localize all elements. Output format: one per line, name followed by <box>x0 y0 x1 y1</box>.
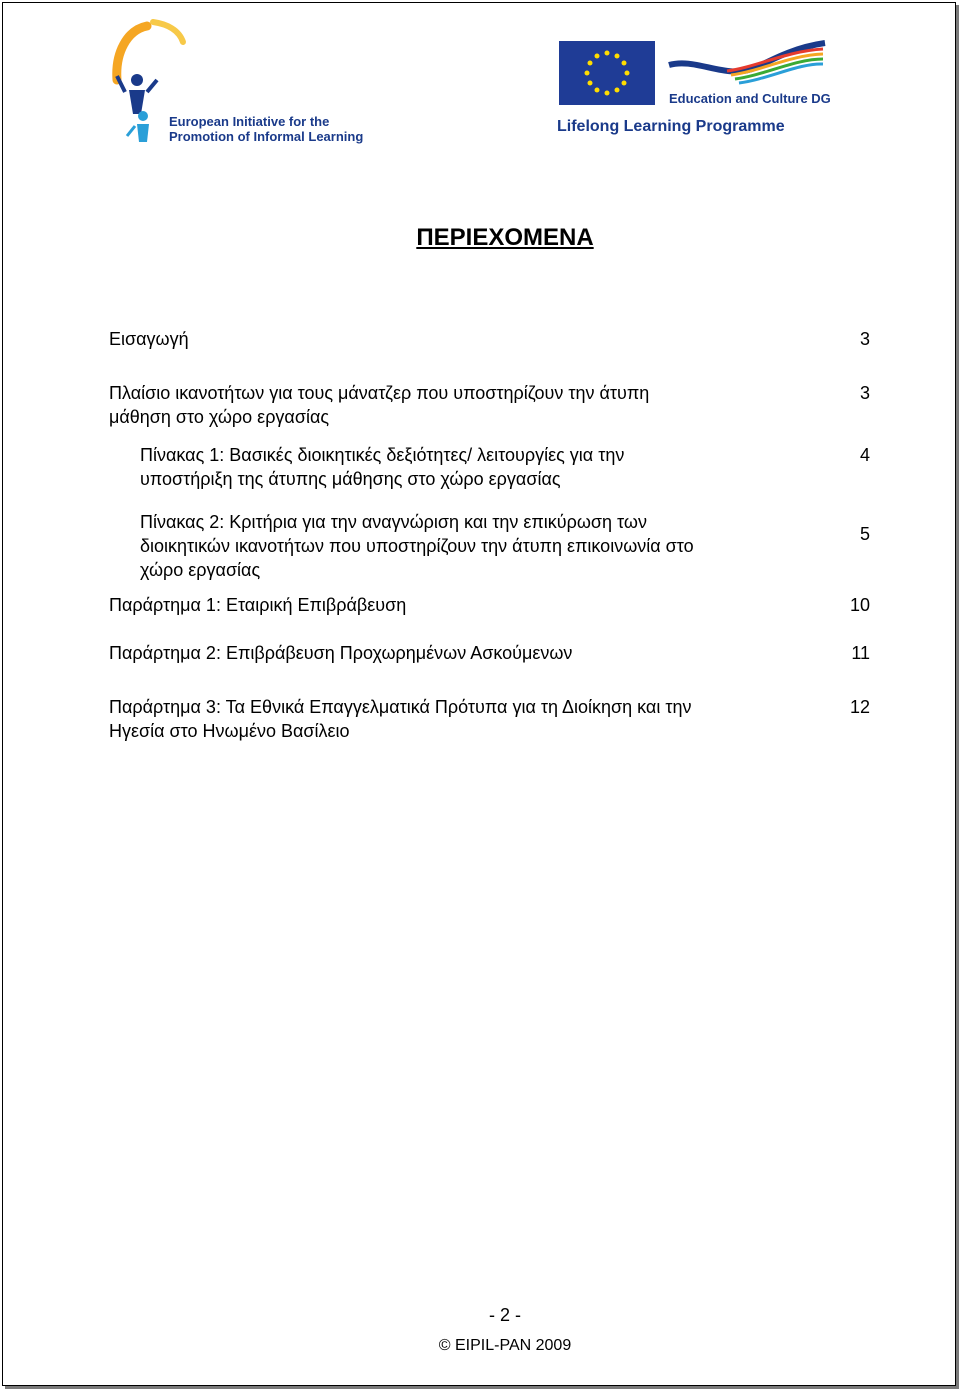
toc-entry-text: υποστήριξη της άτυπης μάθησης στο χώρο εργασίας <box>140 469 561 489</box>
toc-page-3: 4 <box>859 445 870 465</box>
eipil-logo <box>107 18 364 148</box>
page-title: ΠΕΡΙΕΧΟΜΕΝΑ <box>416 224 594 251</box>
toc-page-1: 3 <box>859 329 870 349</box>
toc-entry-6[interactable] <box>109 641 572 665</box>
toc-entry-text: μάθηση στο χώρο εργασίας <box>109 407 330 427</box>
dg-label: Education and Culture DG <box>669 91 831 106</box>
toc-entry-text: Πίνακας 2: Κριτήρια για την αναγνώριση και την επικύρωση των <box>140 512 647 532</box>
toc-entry-text: Ηγεσία στο Ηνωμένο Βασίλειο <box>109 721 350 741</box>
toc-entry-text: Παράρτημα 3: Τα Εθνικά Επαγγελματικά Πρότυπα για τη Διοίκηση και την <box>109 697 692 717</box>
toc-entry-text: διοικητικών ικανοτήτων που υποστηρίζουν την άτυπη επικοινωνία στο <box>140 536 694 556</box>
copyright: © EIPIL-PAN 2009 <box>438 1337 572 1354</box>
toc-entry-5[interactable] <box>109 593 406 617</box>
eipil-line1: European Initiative for the <box>169 114 330 129</box>
toc-page-4: 5 <box>859 524 870 544</box>
toc-entry-4[interactable] <box>140 510 694 582</box>
llp-label: Lifelong Learning Programme <box>557 118 785 135</box>
toc-entry-text: Πίνακας 1: Βασικές διοικητικές δεξιότητες/ λειτουργίες για την <box>140 445 625 465</box>
llp-logo <box>555 35 835 145</box>
eipil-line2: Promotion of Informal Learning <box>169 129 364 144</box>
toc-entry-text: χώρο εργασίας <box>140 560 261 580</box>
toc-page-6: 11 <box>851 643 870 663</box>
document-page <box>2 2 956 1386</box>
toc-entry-text: Εισαγωγή <box>109 329 189 349</box>
toc-entry-3[interactable] <box>140 443 624 491</box>
toc-page-2: 3 <box>859 383 870 403</box>
toc-entry-7[interactable] <box>109 695 691 743</box>
llp-swoosh-icon <box>667 37 827 87</box>
toc-entry-text: Παράρτημα 1: Εταιρική Επιβράβευση <box>109 595 407 615</box>
eu-flag-icon <box>559 41 655 105</box>
eipil-logo-text <box>169 114 363 144</box>
toc-entry-1[interactable] <box>109 327 189 351</box>
toc-page-7: 12 <box>849 697 870 717</box>
toc-entry-text: Πλαίσιο ικανοτήτων για τους μάνατζερ που υποστηρίζουν την άτυπη <box>109 383 650 403</box>
toc-entry-text: Παράρτημα 2: Επιβράβευση Προχωρημένων Ασκούμενων <box>109 643 573 663</box>
toc-entry-2[interactable] <box>109 381 649 429</box>
page-number: - 2 - <box>488 1305 521 1325</box>
toc-page-5: 10 <box>849 595 870 615</box>
